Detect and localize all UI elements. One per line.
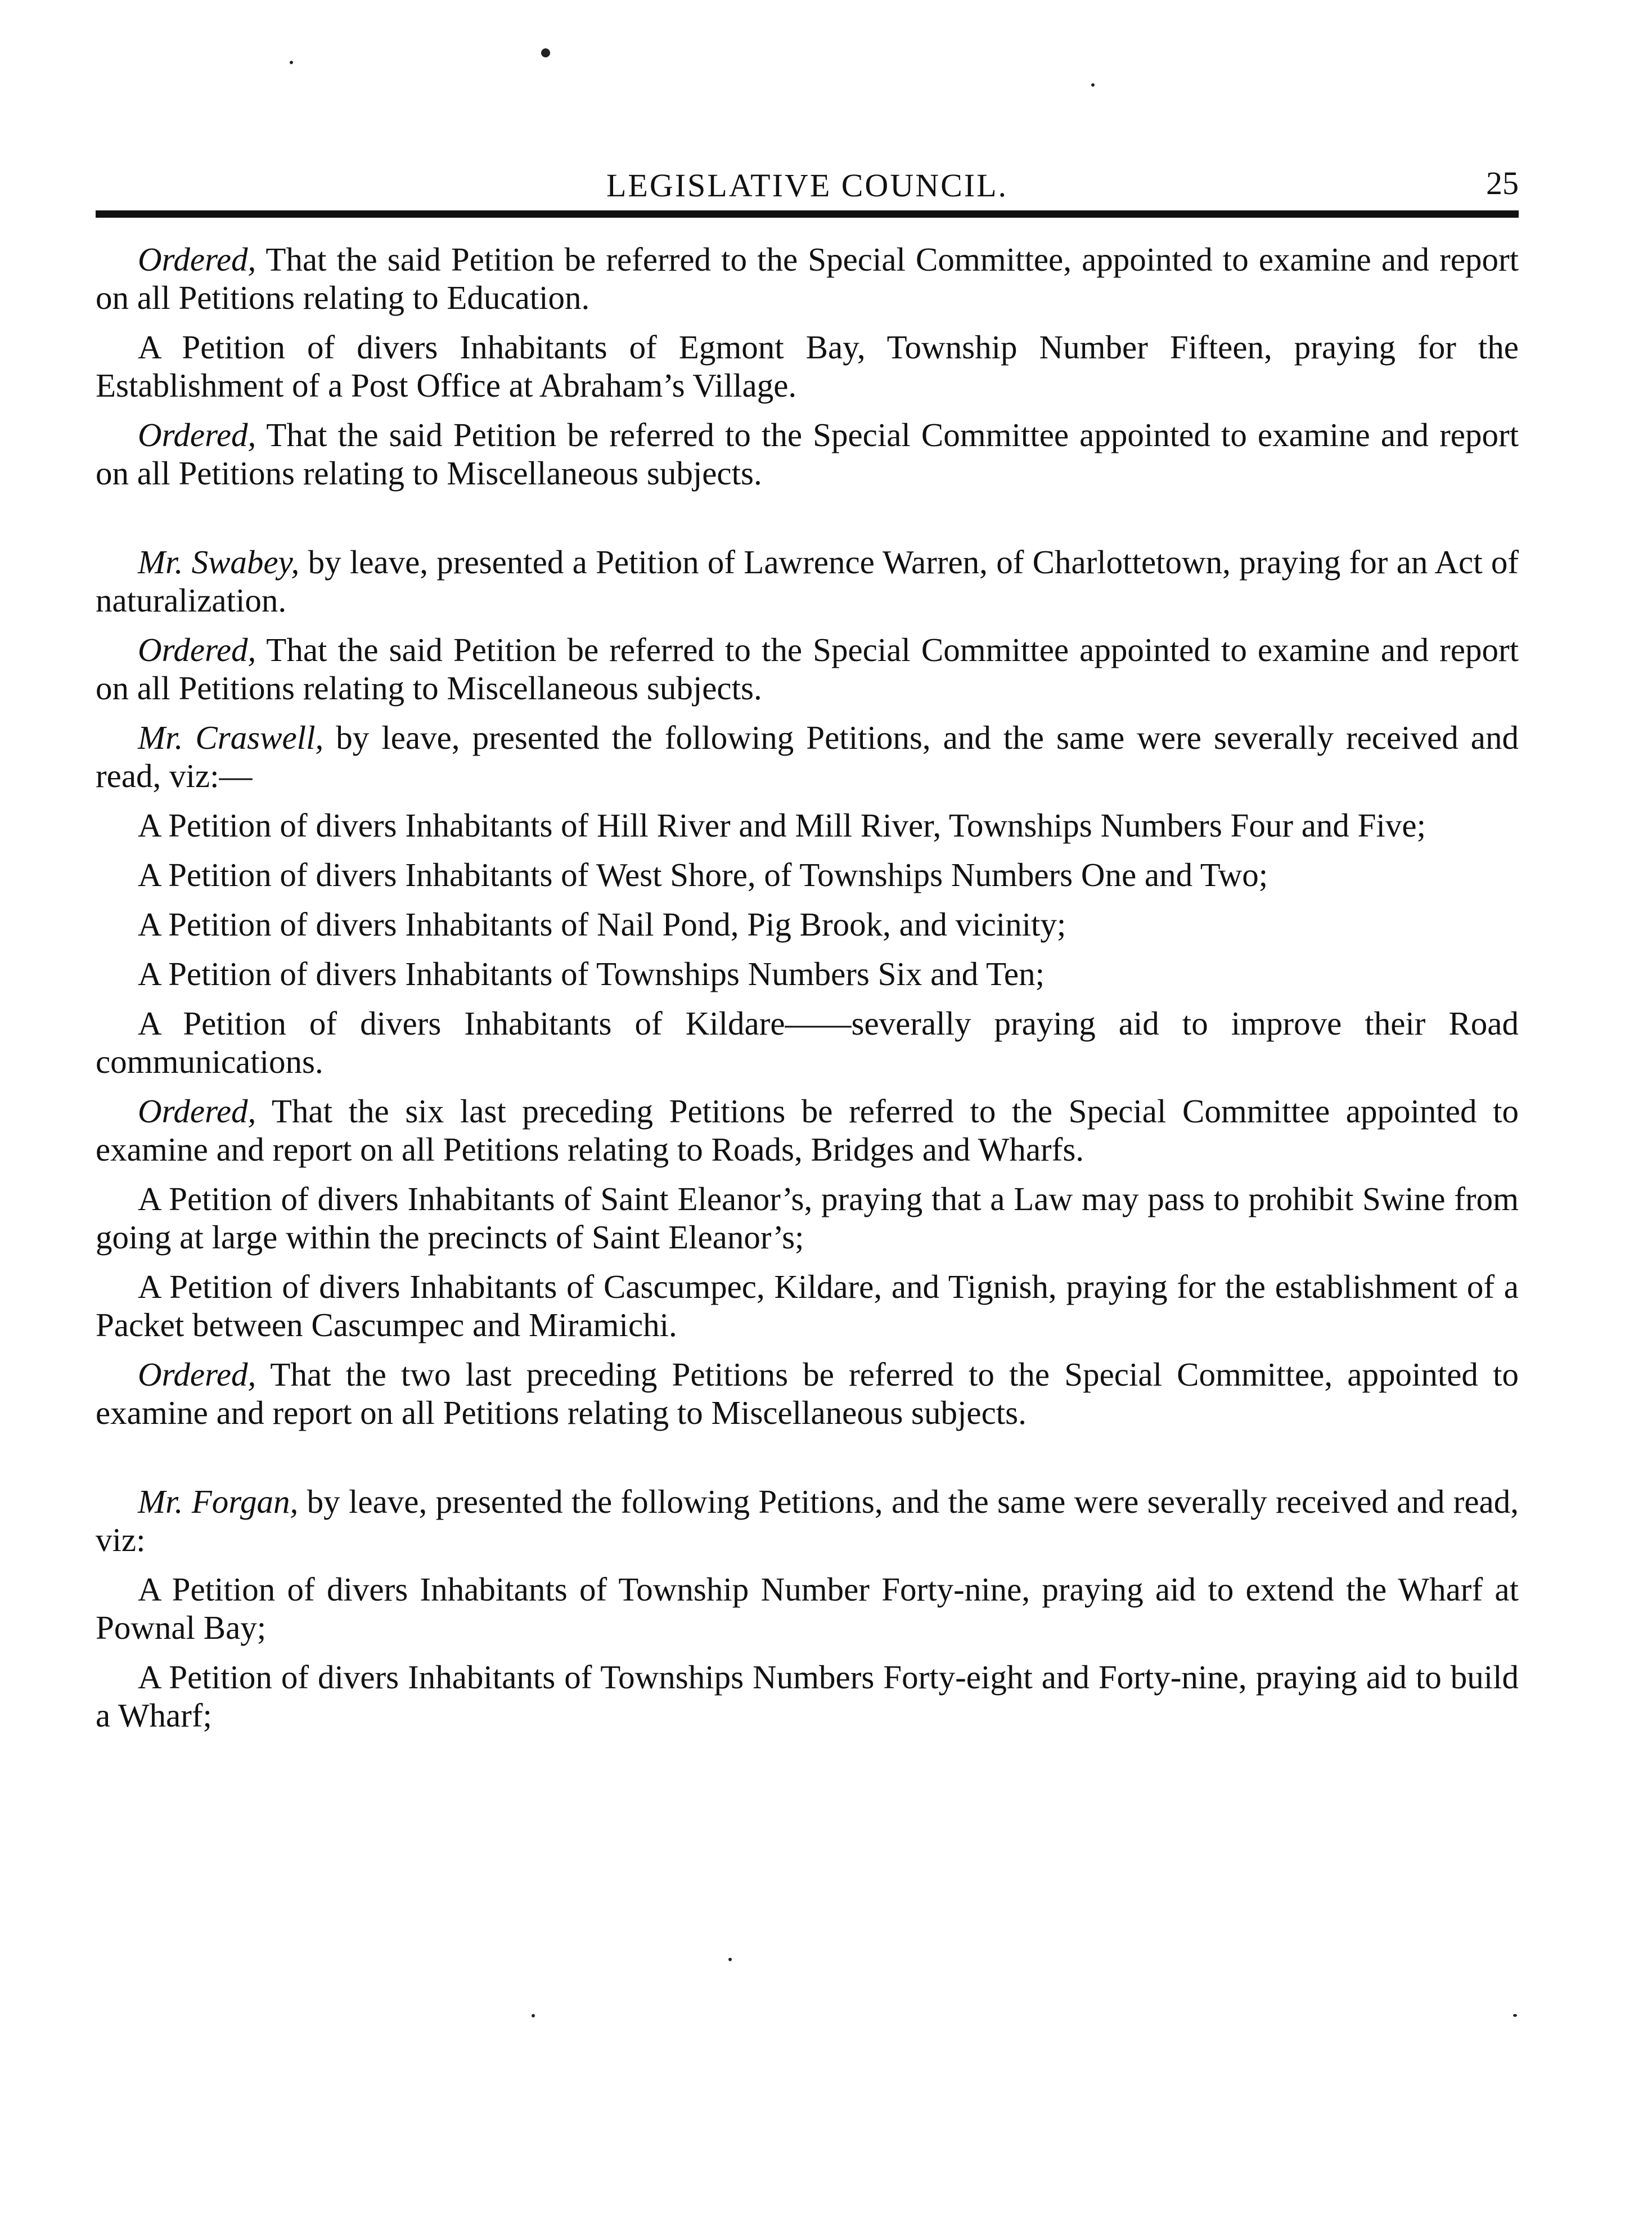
paragraph-lead: Ordered, bbox=[138, 1093, 256, 1130]
paragraph-text: That the six last preceding Petitions be referred to the Special Committee appointed to examine and report on all Petitions relating to Roads, Bridges and Wharfs. bbox=[96, 1093, 1519, 1168]
paragraph-text: A Petition of divers Inhabitants of Townships Numbers Forty-eight and Forty-nine, praying aid to build a Wharf; bbox=[96, 1658, 1519, 1734]
paragraph bbox=[96, 1180, 1519, 1256]
paragraph-lead: Ordered, bbox=[138, 631, 256, 668]
paragraph bbox=[96, 1482, 1519, 1559]
paragraph bbox=[96, 1004, 1519, 1081]
ink-speck bbox=[1513, 2014, 1517, 2017]
paragraph-text: by leave, presented the following Petitions, and the same were severally received and read, viz: bbox=[96, 1483, 1519, 1558]
paragraph bbox=[96, 1355, 1519, 1432]
paragraph bbox=[96, 905, 1519, 943]
ink-speck bbox=[290, 61, 293, 64]
paragraph-text: A Petition of divers Inhabitants of Saint Eleanor’s, praying that a Law may pass to prohibit Swine from going at large within the precincts of Saint Eleanor’s; bbox=[96, 1180, 1519, 1256]
paragraph-lead: Mr. Craswell, bbox=[138, 719, 324, 756]
paragraph-text: A Petition of divers Inhabitants of Hill River and Mill River, Townships Numbers Four and Five; bbox=[138, 807, 1426, 844]
ink-speck bbox=[728, 1958, 732, 1961]
paragraph-text: by leave, presented the following Petitions, and the same were severally received and read, viz:— bbox=[96, 719, 1519, 794]
running-head: LEGISLATIVE COUNCIL. bbox=[606, 167, 1009, 204]
paragraph-lead: Ordered, bbox=[138, 1356, 256, 1393]
paragraph-text: That the said Petition be referred to the Special Committee appointed to examine and report on all Petitions relating to Miscellaneous subjects. bbox=[96, 631, 1519, 707]
paragraph-lead: Mr. Swabey, bbox=[138, 543, 300, 581]
paragraph bbox=[96, 856, 1519, 894]
page-number: 25 bbox=[1486, 165, 1519, 201]
paragraph-lead: Ordered, bbox=[138, 416, 256, 453]
paragraph bbox=[96, 416, 1519, 492]
paragraph-text: A Petition of divers Inhabitants of Nail Pond, Pig Brook, and vicinity; bbox=[138, 906, 1066, 943]
paragraph bbox=[96, 1658, 1519, 1734]
paragraph bbox=[96, 955, 1519, 993]
paragraph bbox=[96, 1267, 1519, 1344]
paragraph bbox=[96, 328, 1519, 404]
paragraph-text: That the said Petition be referred to the Special Committee, appointed to examine and report on all Petitions relating to Education. bbox=[96, 241, 1519, 316]
document-body bbox=[96, 240, 1519, 1734]
paragraph-text: A Petition of divers Inhabitants of West Shore, of Townships Numbers One and Two; bbox=[138, 856, 1268, 893]
paragraph-text: A Petition of divers Inhabitants of Kildare——severally praying aid to improve their Road communications. bbox=[96, 1005, 1519, 1080]
paragraph bbox=[96, 631, 1519, 707]
ink-speck bbox=[1091, 83, 1095, 87]
paragraph-lead: Mr. Forgan, bbox=[138, 1483, 299, 1520]
paragraph-text: A Petition of divers Inhabitants of Townships Numbers Six and Ten; bbox=[138, 955, 1045, 992]
paragraph bbox=[96, 1570, 1519, 1647]
document-page bbox=[96, 146, 1519, 1746]
page-header bbox=[96, 146, 1519, 208]
ink-speck bbox=[532, 2014, 535, 2017]
paragraph-lead: Ordered, bbox=[138, 241, 256, 278]
paragraph-text: by leave, presented a Petition of Lawrence Warren, of Charlottetown, praying for an Act of naturalization. bbox=[96, 543, 1519, 619]
paragraph bbox=[96, 240, 1519, 317]
paragraph bbox=[96, 806, 1519, 844]
paragraph-text: That the said Petition be referred to the Special Committee appointed to examine and report on all Petitions relating to Miscellaneous subjects. bbox=[96, 416, 1519, 492]
paragraph bbox=[96, 1092, 1519, 1168]
header-rule bbox=[96, 210, 1519, 218]
paragraph-text: A Petition of divers Inhabitants of Egmont Bay, Township Number Fifteen, praying for the Establishment of a Post Office at Abraham’s Village. bbox=[96, 329, 1519, 404]
paragraph-text: A Petition of divers Inhabitants of Township Number Forty-nine, praying aid to extend the Wharf at Pownal Bay; bbox=[96, 1571, 1519, 1646]
paragraph bbox=[96, 718, 1519, 795]
paragraph-text: That the two last preceding Petitions be referred to the Special Committee, appointed to examine and report on all Petitions relating to Miscellaneous subjects. bbox=[96, 1356, 1519, 1431]
paragraph bbox=[96, 543, 1519, 619]
ink-speck bbox=[541, 48, 550, 57]
paragraph-text: A Petition of divers Inhabitants of Cascumpec, Kildare, and Tignish, praying for the establishment of a Packet between Cascumpec and Miramichi. bbox=[96, 1268, 1519, 1343]
